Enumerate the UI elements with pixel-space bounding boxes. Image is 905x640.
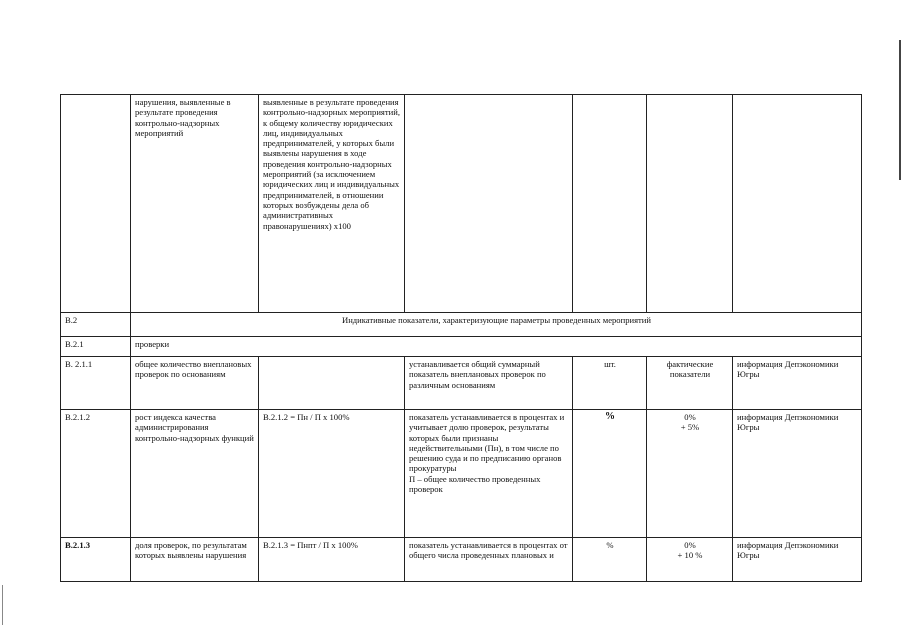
source-cell: информация Депэкономики Югры — [733, 357, 862, 410]
target-cell: 0% + 5% — [647, 410, 733, 538]
subsection-row — [61, 337, 862, 357]
scan-edge-mark — [2, 585, 3, 625]
unit-cell: % — [573, 410, 647, 538]
target-cell — [647, 95, 733, 313]
section-code: В.2 — [61, 313, 131, 337]
source-cell: информация Депэкономики Югры — [733, 410, 862, 538]
scan-edge-mark — [899, 40, 901, 180]
section-title: Индикативные показатели, характеризующие параметры проведенных мероприятий — [131, 313, 862, 337]
source-cell — [733, 95, 862, 313]
target-cell: 0% + 10 % — [647, 538, 733, 582]
target-cell: фактические показатели — [647, 357, 733, 410]
subsection-title: проверки — [131, 337, 862, 357]
formula-cell: В.2.1.3 = Пнпт / П х 100% — [259, 538, 405, 582]
table-row — [61, 357, 862, 410]
table-row — [61, 410, 862, 538]
code-cell — [61, 95, 131, 313]
code-cell: В. 2.1.1 — [61, 357, 131, 410]
unit-cell: % — [573, 538, 647, 582]
method-cell — [405, 95, 573, 313]
table-row — [61, 95, 862, 313]
indicator-name-cell: рост индекса качества администрирования контрольно-надзорных функций — [131, 410, 259, 538]
method-cell: устанавливается общий суммарный показатель внеплановых проверок по различным основаниям — [405, 357, 573, 410]
method-cell: показатель устанавливается в процентах от общего числа проведенных плановых и — [405, 538, 573, 582]
unit-cell: шт. — [573, 357, 647, 410]
code-cell: В.2.1.2 — [61, 410, 131, 538]
unit-cell — [573, 95, 647, 313]
formula-cell — [259, 357, 405, 410]
section-row — [61, 313, 862, 337]
code-cell: В.2.1.3 — [61, 538, 131, 582]
indicator-name-cell: нарушения, выявленные в результате проведения контрольно-надзорных мероприятий — [131, 95, 259, 313]
table-row — [61, 538, 862, 582]
subsection-code: В.2.1 — [61, 337, 131, 357]
indicator-name-cell: доля проверок, по результатам которых выявлены нарушения — [131, 538, 259, 582]
method-cell: показатель устанавливается в процентах и учитывает долю проверок, результаты которых были признаны недействительными (Пн), в том числе по решению суда и по предписанию органов прокуратуры П – общее количество проведенных проверок — [405, 410, 573, 538]
indicator-name-cell: общее количество внеплановых проверок по основаниям — [131, 357, 259, 410]
formula-cell: В.2.1.2 = Пн / П х 100% — [259, 410, 405, 538]
indicators-table — [60, 94, 862, 582]
formula-cell: выявленные в результате проведения контрольно-надзорных мероприятий, к общему количеству юридических лиц, индивидуальных предпринимателей, у которых были выявлены нарушения в ходе проведения контрольно-надзорных мероприятий (за исключением юридических лиц и индивидуальных предпринимателей, в отношении которых возбуждены дела об административных правонарушениях) х100 — [259, 95, 405, 313]
source-cell: информация Депэкономики Югры — [733, 538, 862, 582]
